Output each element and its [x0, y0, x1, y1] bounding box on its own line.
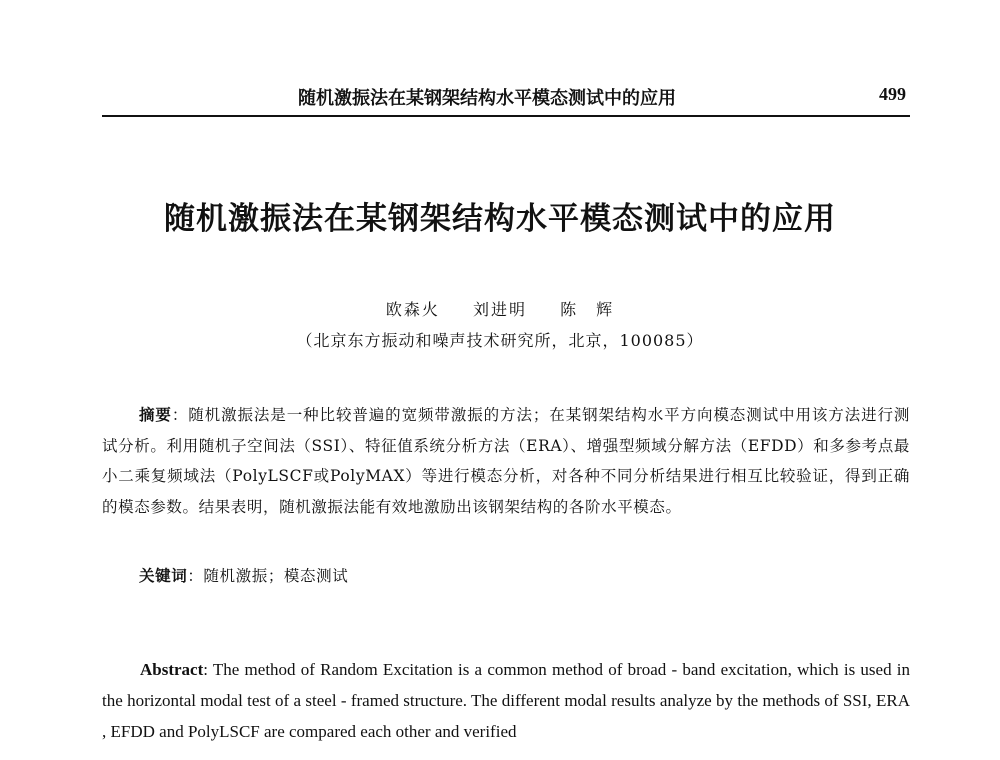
abstract-cn-label: 摘要 — [139, 406, 172, 424]
header-rule — [102, 115, 910, 117]
author-name: 刘进明 — [472, 300, 527, 319]
abstract-cn-text: 随机激振法是一种比较普遍的宽频带激振的方法；在某钢架结构水平方向模态测试中用该方法进行测试分析。利用随机子空间法（SSI）、特征值系统分析方法（ERA）、增强型频域分解方法（EFDD）和多参考点最小二乘复频域法（PolyLSCF或PolyMAX）等进行模态分析，对各种不同分析结果进行相互比较验证，得到正确的模态参数。结果表明，随机激振法能有效地激励出该钢架结构的各阶水平模态。 — [102, 406, 911, 516]
abstract-en-text: The method of Random Excitation is a common method of broad - band excitation, which is used in the horizontal modal test of a steel - framed structure. The different modal results analyze by the methods of SSI, ERA , EFDD and PolyLSCF are compared each other and verified — [102, 660, 911, 741]
author-list — [0, 297, 1000, 320]
running-header-title: 随机激振法在某钢架结构水平模态测试中的应用 — [298, 88, 676, 109]
abstract-cn-separator: ： — [171, 406, 189, 424]
abstract-cn — [102, 400, 910, 522]
page-number: 499 — [879, 84, 906, 104]
author-name: 陈 辉 — [560, 300, 615, 319]
abstract-en-label: Abstract — [140, 660, 204, 679]
keywords-cn — [139, 561, 909, 591]
abstract-en-separator: : — [203, 660, 213, 679]
paper-title: 随机激振法在某钢架结构水平模态测试中的应用 — [164, 201, 836, 237]
keywords-cn-label: 关键词 — [139, 567, 188, 585]
author-name: 欧森火 — [385, 300, 440, 319]
keywords-cn-separator: ： — [187, 567, 204, 585]
running-header — [102, 78, 910, 112]
keywords-cn-text: 随机激振；模态测试 — [203, 567, 349, 585]
author-affiliation: （北京东方振动和噪声技术研究所，北京，100085） — [296, 331, 704, 350]
abstract-en — [102, 654, 910, 747]
